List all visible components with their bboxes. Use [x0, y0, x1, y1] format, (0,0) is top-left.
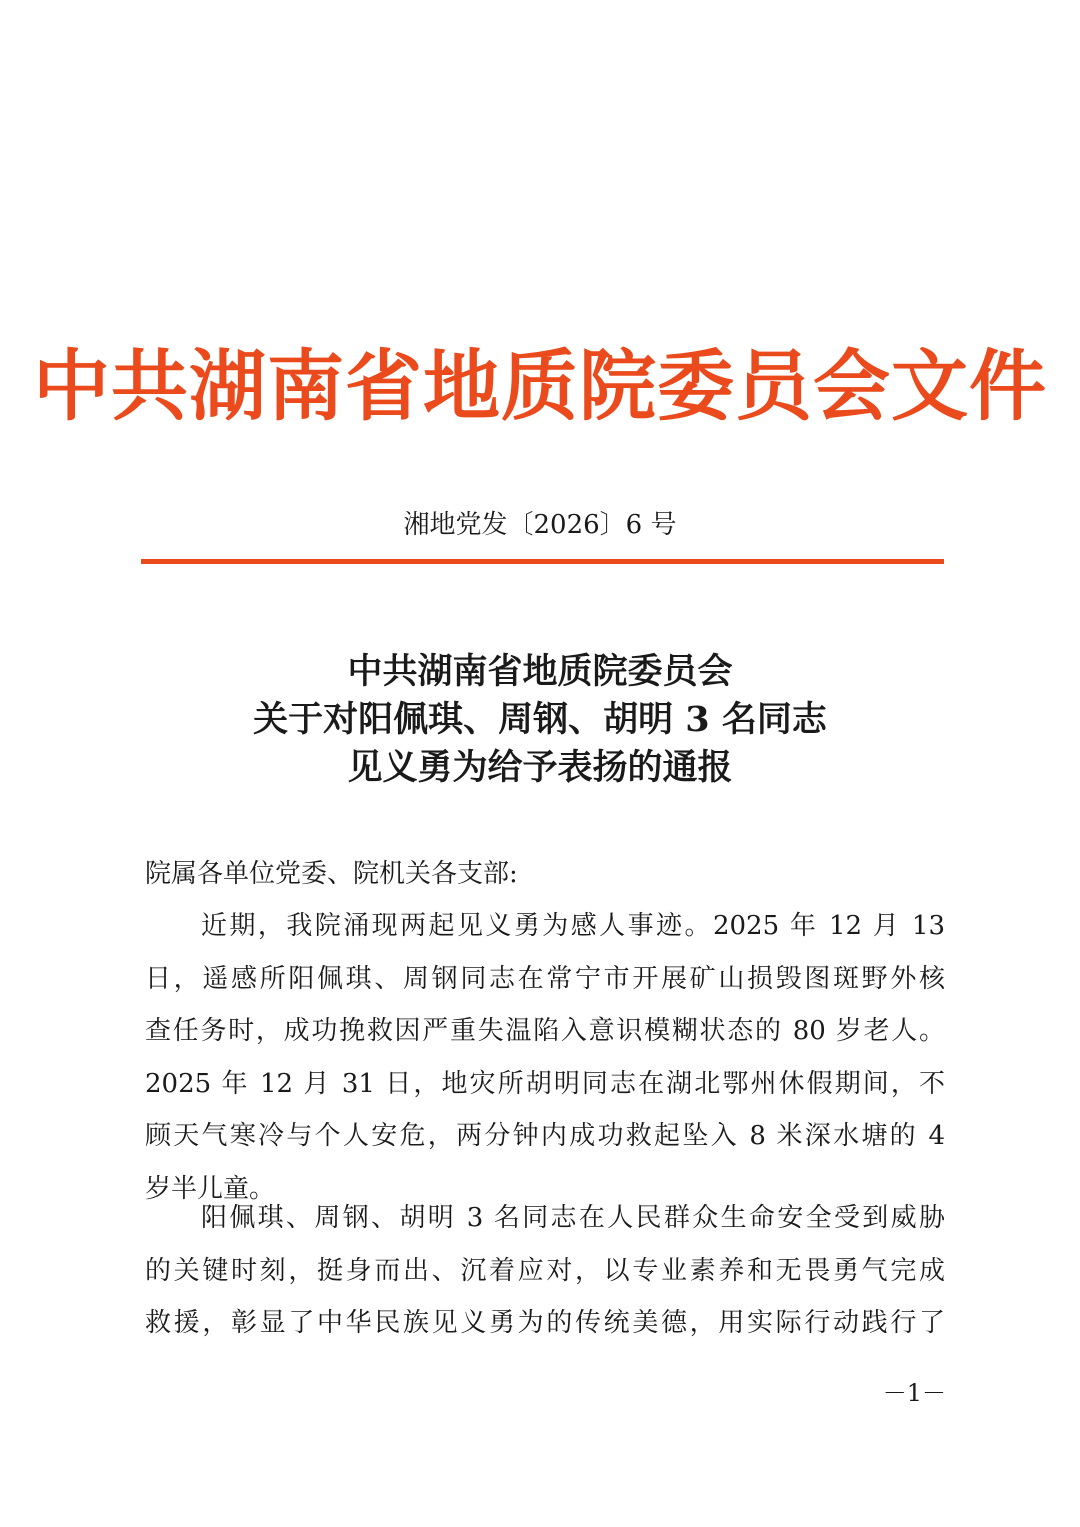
paragraph-line: 阳佩琪、周钢、胡明 3 名同志在人民群众生命安全受到威胁 — [201, 1203, 945, 1233]
paragraph-line: 2025 年 12 月 31 日，地灾所胡明同志在湖北鄂州休假期间，不 — [145, 1068, 945, 1099]
page-number: －1－ — [882, 1379, 946, 1407]
salutation: 院属各单位党委、院机关各支部: — [145, 859, 518, 889]
paragraph-line: 查任务时，成功挽救因严重失温陷入意识模糊状态的 80 岁老人。 — [145, 1016, 945, 1046]
notice-title — [0, 648, 1080, 792]
paragraph-line: 救援，彰显了中华民族见义勇为的传统美德，用实际行动践行了 — [145, 1308, 945, 1338]
paragraph-line: 顾天气寒冷与个人安危，两分钟内成功救起坠入 8 米深水塘的 4 — [145, 1121, 945, 1151]
red-separator-line — [141, 559, 944, 564]
title-line: 中共湖南省地质院委员会 — [347, 651, 733, 692]
title-line: 见义勇为给予表扬的通报 — [347, 747, 733, 788]
paragraph-line: 岁半儿童。 — [145, 1173, 276, 1204]
paragraph-line: 日，遥感所阳佩琪、周钢同志在常宁市开展矿山损毁图斑野外核 — [145, 963, 945, 994]
body-paragraph — [145, 900, 945, 1215]
title-line: 关于对阳佩琪、周钢、胡明 3 名同志 — [253, 699, 827, 740]
document-number: 湘地党发〔2026〕6 号 — [403, 510, 677, 540]
masthead-title: 中共湖南省地质院委员会文件 — [33, 342, 1047, 432]
paragraph-line: 的关键时刻，挺身而出、沉着应对，以专业素养和无畏勇气完成 — [145, 1255, 945, 1286]
body-paragraph — [145, 1192, 945, 1350]
paragraph-line: 近期，我院涌现两起见义勇为感人事迹。2025 年 12 月 13 — [201, 911, 945, 941]
